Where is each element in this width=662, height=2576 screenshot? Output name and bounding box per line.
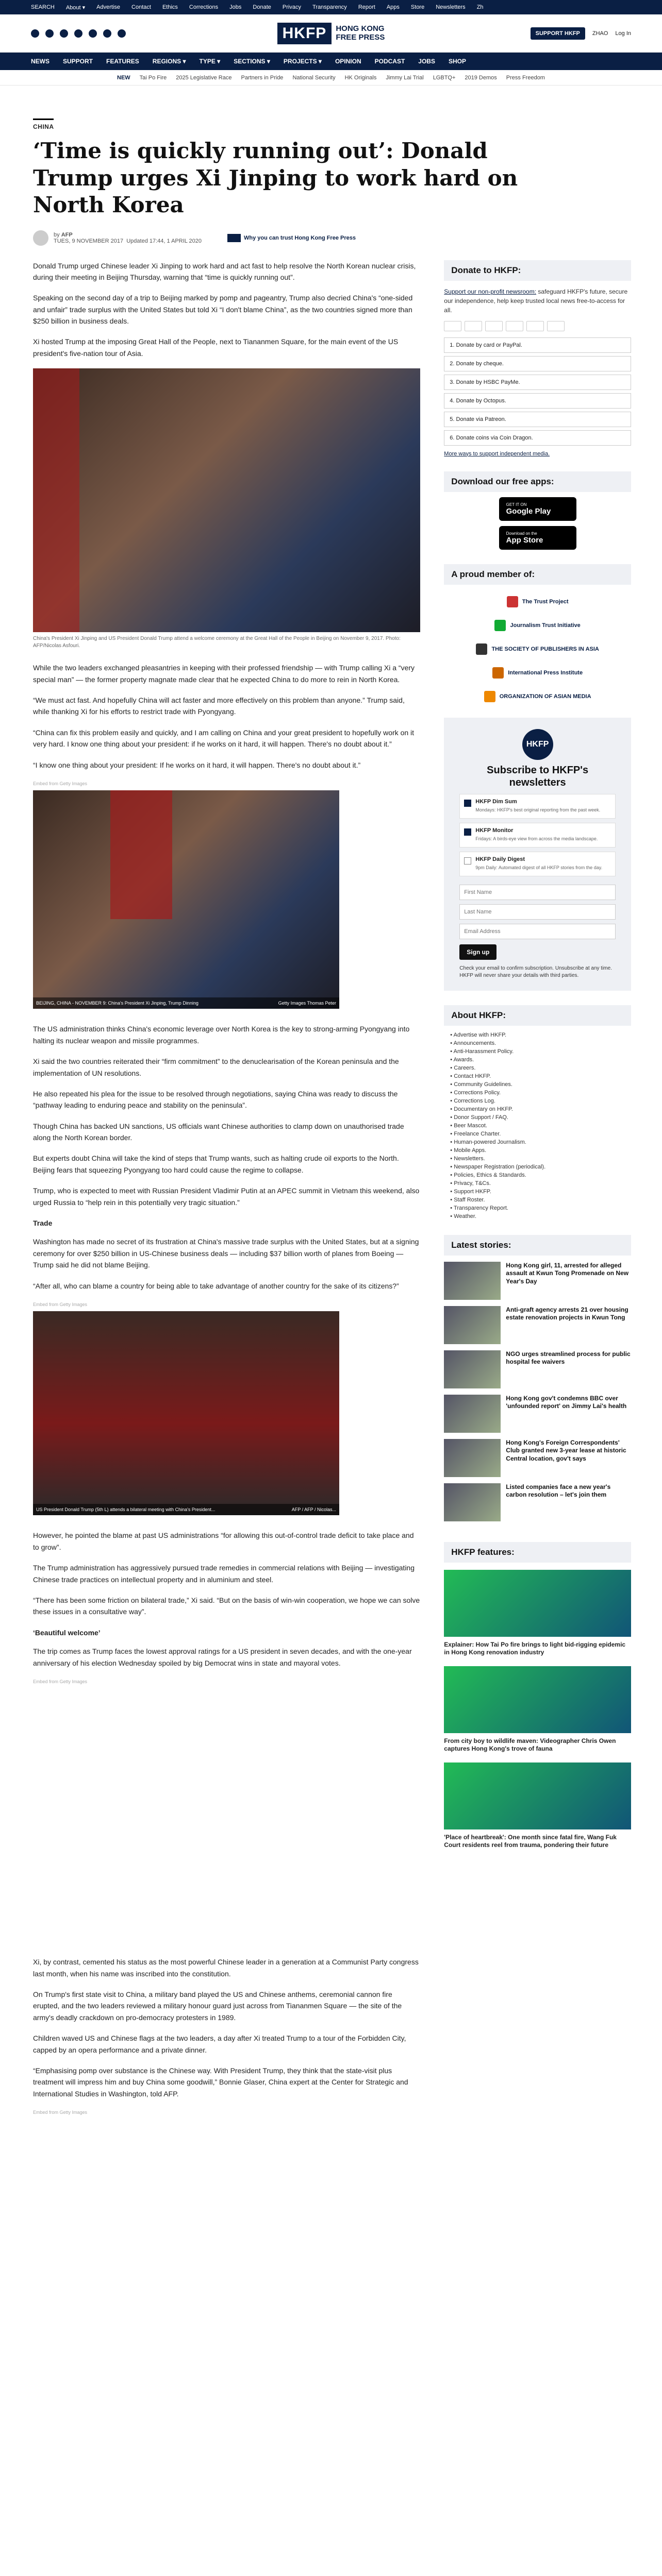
about-link[interactable]: • Newsletters.: [450, 1155, 631, 1163]
about-link[interactable]: • Donor Support / FAQ.: [450, 1113, 631, 1122]
donate-description: safeguard HKFP's future, secure our independence, help keep trusted local news free-to-access for all.: [444, 287, 628, 314]
trust-badge-icon: [227, 234, 241, 242]
paragraph: “We must act fast. And hopefully China will act faster and more effectively on this problem than anyone.” Trump said, while thanking Xi for his efforts to restrict trade with Pyongyang.: [33, 696, 405, 716]
about-link[interactable]: • Transparency Report.: [450, 1204, 631, 1212]
trending-link[interactable]: Press Freedom: [506, 74, 545, 81]
nav-item[interactable]: OPINION: [335, 58, 361, 65]
about-link[interactable]: • Human-powered Journalism.: [450, 1138, 631, 1146]
trending-link[interactable]: 2025 Legislative Race: [176, 74, 232, 81]
lead-photo[interactable]: [33, 368, 420, 632]
member-logo-icon: [476, 643, 487, 655]
newsletter-note: Check your email to confirm subscription. Unsubscribe at any time. HKFP will never share your details with third parties.: [459, 965, 612, 978]
member-logo[interactable]: [444, 614, 631, 637]
more-ways-link[interactable]: More ways to support independent media.: [444, 450, 550, 457]
applepay-icon: [526, 321, 544, 331]
topbar-link[interactable]: Corrections: [189, 4, 219, 10]
getty-embed-label: Embed from Getty Images: [33, 781, 88, 786]
paragraph: Speaking on the second day of a trip to Beijing marked by pomp and pageantry, Trump also decried China's “one-sided and unfair” trade surplus with the United States but told Xi “I don't blame China”, as the two countries signed more than $250 billion in business deals.: [33, 294, 413, 326]
logo-wordmark: [336, 25, 385, 42]
instagram-icon[interactable]: [60, 29, 68, 38]
about-link[interactable]: • Corrections Log.: [450, 1097, 631, 1105]
trending-bar: [0, 70, 662, 86]
topbar-link[interactable]: Zh: [476, 4, 484, 10]
newsletter-box: [444, 718, 631, 991]
newsletter-desc: Fridays: A birds-eye view from across the media landscape.: [475, 836, 598, 841]
article-body: [33, 260, 420, 2120]
nav-item[interactable]: REGIONS ▾: [152, 58, 186, 65]
story-title[interactable]: NGO urges streamlined process for public hospital fee waivers: [506, 1350, 631, 1366]
topbar-link[interactable]: Report: [358, 4, 375, 10]
topbar-link[interactable]: Advertise: [96, 4, 121, 10]
about-link[interactable]: • Support HKFP.: [450, 1188, 631, 1196]
about-link[interactable]: • Staff Roster.: [450, 1196, 631, 1204]
story-title[interactable]: Hong Kong girl, 11, arrested for alleged assault at Kwun Tong Promenade on New Year's Day: [506, 1261, 629, 1285]
getty-embed-label: Embed from Getty Images: [33, 2110, 88, 2115]
latest-story[interactable]: [444, 1483, 631, 1521]
googlepay-icon: [547, 321, 565, 331]
nav-item[interactable]: SHOP: [448, 58, 466, 65]
logo-mark: HKFP: [277, 23, 332, 44]
member-name: The Trust Project: [522, 598, 569, 605]
paragraph: While the two leaders exchanged pleasantries in keeping with their professed friendship — with Trump calling Xi a “very special man” — the former property magnate made clear that he expected China to do more to rein in North Korea.: [33, 664, 415, 684]
latest-story[interactable]: [444, 1439, 631, 1477]
byline: [33, 230, 631, 246]
section-heading: Trade: [33, 1219, 53, 1228]
getty-caption-text: US President Donald Trump (5th L) attends a bilateral meeting with China's President...: [36, 1507, 216, 1512]
getty-caption: [33, 1504, 339, 1515]
newsletter-options: [459, 794, 616, 876]
about-link[interactable]: • Newspaper Registration (periodical).: [450, 1163, 631, 1171]
topbar-link[interactable]: SEARCH: [31, 4, 55, 10]
newsletter-name: HKFP Dim Sum: [475, 798, 517, 805]
newsletter-desc: Mondays: HKFP's best original reporting from the past week.: [475, 807, 601, 812]
topbar-link[interactable]: Ethics: [162, 4, 178, 10]
newsletter-logo: HKFP: [522, 729, 553, 760]
login-link[interactable]: Log In: [615, 30, 631, 37]
member-name: THE SOCIETY OF PUBLISHERS IN ASIA: [491, 646, 599, 652]
member-logo[interactable]: [444, 637, 631, 661]
logo-line-2: FREE PRESS: [336, 32, 385, 42]
feature-title[interactable]: From city boy to wildlife maven: Videographer Chris Owen captures Hong Kong's trove of fauna: [444, 1737, 616, 1753]
topbar-link[interactable]: Store: [410, 4, 425, 10]
story-title[interactable]: Hong Kong's Foreign Correspondents' Club granted new 3-year lease at historic Central location, gov't says: [506, 1438, 626, 1462]
about-link[interactable]: • Freelance Charter.: [450, 1130, 631, 1138]
apps-heading: Download our free apps:: [444, 471, 631, 492]
checkbox[interactable]: [464, 800, 471, 807]
about-link[interactable]: • Weather.: [450, 1212, 631, 1221]
member-heading: A proud member of:: [444, 564, 631, 585]
newsletter-name: HKFP Monitor: [475, 827, 514, 834]
member-logo[interactable]: [444, 661, 631, 685]
visa-icon: [444, 321, 461, 331]
top-utility-bar: [0, 0, 662, 14]
about-link[interactable]: • Awards.: [450, 1056, 631, 1064]
newsletter-desc: 9pm Daily: Automated digest of all HKFP stories from the day.: [475, 865, 603, 870]
paragraph: “China can fix this problem easily and quickly, and I am calling on China and your great president to hopefully work on it very hard. I know one thing about your president: if he works on it hard, it will happen. There's no doubt about it.”: [33, 728, 415, 749]
paragraph: He also repeated his plea for the issue to be resolved through negotiations, saying China was ready to discuss the “pathway leading to enduring peace and stability on the peninsula”.: [33, 1089, 398, 1110]
feature-title[interactable]: 'Place of heartbreak': One month since fatal fire, Wang Fuk Court residents reel from trauma, pondering their future: [444, 1833, 617, 1849]
google-play-button[interactable]: [499, 497, 576, 521]
paragraph: “I know one thing about your president: If he works on it hard, it will happen. There's no doubt about it.”: [33, 760, 361, 769]
nav-item[interactable]: TYPE ▾: [199, 58, 221, 65]
paragraph: Xi said the two countries reiterated their “firm commitment” to the denuclearisation of the Korean peninsula and the implementation of UN resolutions.: [33, 1057, 399, 1077]
trending-link[interactable]: LGBTQ+: [433, 74, 456, 81]
trust-link-label: Why you can trust Hong Kong Free Press: [244, 234, 356, 241]
donate-options: [444, 337, 631, 446]
about-link[interactable]: • Policies, Ethics & Standards.: [450, 1171, 631, 1179]
feature-image[interactable]: [444, 1666, 631, 1733]
trending-link[interactable]: 2019 Demos: [465, 74, 497, 81]
sidebar: [444, 260, 631, 2120]
story-title[interactable]: Hong Kong gov't condemns BBC over 'unfounded report' on Jimmy Lai's health: [506, 1394, 627, 1410]
logo-line-1: HONG KONG: [336, 24, 385, 33]
nav-item[interactable]: SECTIONS ▾: [234, 58, 270, 65]
newsletter-name: HKFP Daily Digest: [475, 856, 525, 862]
paragraph: On Trump's first state visit to China, a military band played the US and Chinese anthems, ceremonial cannon fire erupted, and the two leaders reviewed a military honour guard just across from Tiananmen Square — the site of the army's deadly crackdown on pro-democracy protesters in 1989.: [33, 1990, 402, 2022]
about-link[interactable]: • Documentary on HKFP.: [450, 1105, 631, 1113]
getty-embed-label: Embed from Getty Images: [33, 1302, 88, 1307]
story-thumbnail[interactable]: [444, 1350, 501, 1388]
member-logo[interactable]: [444, 590, 631, 614]
paragraph: Trump, who is expected to meet with Russian President Vladimir Putin at an APEC summit in Vietnam this weekend, also urged Russia to “help rein in this potentially very tragic situation.”: [33, 1187, 420, 1207]
support-button[interactable]: SUPPORT HKFP: [531, 27, 585, 40]
donate-text: [444, 287, 631, 315]
paragraph: However, he pointed the blame at past US administrations “for allowing this out-of-control trade deficit to take place and to grow”.: [33, 1531, 414, 1551]
trending-link[interactable]: National Security: [292, 74, 336, 81]
donate-option[interactable]: 1. Donate by card or PayPal.: [444, 337, 631, 353]
trending-link[interactable]: Tai Po Fire: [139, 74, 167, 81]
author-avatar: [33, 230, 48, 246]
about-link[interactable]: • Contact HKFP.: [450, 1072, 631, 1080]
first-name-field[interactable]: [459, 885, 616, 900]
email-field[interactable]: [459, 924, 616, 939]
site-logo[interactable]: [231, 23, 431, 44]
social-links: [31, 29, 231, 38]
getty-embed-label: Embed from Getty Images: [33, 1679, 88, 1684]
telegram-icon[interactable]: [89, 29, 97, 38]
getty-caption: [33, 997, 339, 1009]
member-name: International Press Institute: [508, 669, 583, 676]
nav-item[interactable]: SUPPORT: [63, 58, 93, 65]
story-thumbnail[interactable]: [444, 1395, 501, 1433]
member-logos: [444, 590, 631, 708]
getty-caption-text: BEIJING, CHINA - NOVEMBER 9: China's President Xi Jinping, Trump Dinning: [36, 1000, 198, 1006]
about-link[interactable]: • Announcements.: [450, 1039, 631, 1047]
publish-date: TUES, 9 NOVEMBER 2017: [54, 238, 124, 244]
member-logo-icon: [492, 667, 504, 679]
donate-option[interactable]: 3. Donate by HSBC PayMe.: [444, 375, 631, 390]
paragraph: Xi, by contrast, cemented his status as the most powerful Chinese leader in a generation at a Communist Party congress last month, when his name was inscribed into the constitution.: [33, 1958, 419, 1978]
amex-icon: [485, 321, 503, 331]
trending-link[interactable]: Jimmy Lai Trial: [386, 74, 424, 81]
paragraph: Xi hosted Trump at the imposing Great Hall of the People, next to Tiananmen Square, for the main event of the US president's five-nation tour of Asia.: [33, 337, 399, 358]
member-name: ORGANIZATION OF ASIAN MEDIA: [499, 693, 591, 700]
topbar-link[interactable]: Privacy: [282, 4, 301, 10]
newsletter-option[interactable]: [459, 794, 616, 819]
mail-icon[interactable]: [103, 29, 111, 38]
trending-link[interactable]: Partners in Pride: [241, 74, 284, 81]
payment-icons: [444, 321, 631, 331]
paragraph: Donald Trump urged Chinese leader Xi Jinping to work hard and act fast to help resolve the North Korean nuclear crisis, during their meeting in Beijing Thursday, warning that “time is quickly running out”.: [33, 261, 416, 281]
nav-item[interactable]: NEWS: [31, 58, 49, 65]
twitter-icon[interactable]: [45, 29, 54, 38]
paypal-icon: [506, 321, 523, 331]
rss-icon[interactable]: [118, 29, 126, 38]
topbar-link[interactable]: About ▾: [65, 4, 86, 11]
about-link[interactable]: • Beer Mascot.: [450, 1122, 631, 1130]
member-name: Journalism Trust Initiative: [510, 622, 581, 629]
last-name-field[interactable]: [459, 904, 616, 920]
getty-credit: AFP / AFP / Nicolas...: [291, 1507, 336, 1512]
getty-credit: Getty Images Thomas Peter: [278, 1000, 336, 1006]
photo-caption: China's President Xi Jinping and US President Donald Trump attend a welcome ceremony at the Great Hall of the People in Beijing on November 9, 2017. Photo: AFP/Nicolas Asfouri.: [33, 636, 401, 649]
paragraph: “Emphasising pomp over substance is the Chinese way. With President Trump, they think that the state-visit plus treatment will impress him and buy China some goodwill,” Bonnie Glaser, China expert at the Center for Strategic and International Studies in Washington, told AFP.: [33, 2066, 408, 2098]
about-link[interactable]: • Corrections Policy.: [450, 1089, 631, 1097]
about-link[interactable]: • Mobile Apps.: [450, 1146, 631, 1155]
newsletter-title: Subscribe to HKFP's newsletters: [487, 764, 589, 788]
paragraph: Children waved US and Chinese flags at the two leaders, a day after Xi treated Trump to a tour of the Forbidden City, capped by an opera performance and a private dinner.: [33, 2034, 406, 2054]
article-title: ‘Time is quickly running out’: Donald Trump urges Xi Jinping to work hard on North Korea: [33, 138, 518, 217]
feature-image[interactable]: [444, 1570, 631, 1637]
signup-button[interactable]: Sign up: [459, 944, 496, 960]
about-heading: About HKFP:: [444, 1005, 631, 1026]
about-link[interactable]: • Advertise with HKFP.: [450, 1031, 631, 1039]
nav-item[interactable]: PROJECTS ▾: [283, 58, 322, 65]
new-label: NEW: [117, 74, 130, 81]
paragraph: “After all, who can blame a country for being able to take advantage of another country for the sake of its citizens?”: [33, 1281, 399, 1290]
updated-date: Updated 17:44, 1 APRIL 2020: [126, 238, 202, 244]
newsletter-option[interactable]: [459, 823, 616, 848]
paragraph: The US administration thinks China's economic leverage over North Korea is the key to strong-arming Pyongyang into halting its nuclear weapon and missile programmes.: [33, 1025, 410, 1045]
checkbox[interactable]: [464, 828, 471, 836]
mastercard-icon: [465, 321, 482, 331]
donate-option[interactable]: 5. Donate via Patreon.: [444, 412, 631, 427]
section-heading: ‘Beautiful welcome’: [33, 1628, 101, 1637]
brand-row: [0, 14, 662, 53]
about-link[interactable]: • Anti-Harassment Policy.: [450, 1047, 631, 1056]
story-thumbnail[interactable]: [444, 1483, 501, 1521]
author-name[interactable]: AFP: [61, 231, 73, 238]
topbar-link[interactable]: Apps: [386, 4, 400, 10]
paragraph: Though China has backed UN sanctions, US officials want Chinese authorities to clamp down on unauthorised trade along the North Korean border.: [33, 1122, 404, 1142]
nav-item[interactable]: PODCAST: [374, 58, 405, 65]
empty-embed: [33, 1688, 420, 1956]
feature-title[interactable]: Explainer: How Tai Po fire brings to light bid-rigging epidemic in Hong Kong renovation industry: [444, 1640, 626, 1656]
google-play-small: GET IT ON: [506, 502, 527, 507]
story-title[interactable]: Listed companies face a new year's carbon resolution – let's join them: [506, 1483, 611, 1499]
about-link[interactable]: • Community Guidelines.: [450, 1080, 631, 1089]
nav-item[interactable]: FEATURES: [106, 58, 139, 65]
paragraph: But experts doubt China will take the kind of steps that Trump wants, such as halting crude oil exports to the North. Beijing fears that squeezing Pyongyang too hard could cause the regime to collapse.: [33, 1154, 399, 1174]
google-play-label: Google Play: [506, 506, 551, 516]
paragraph: Washington has made no secret of its frustration at China's massive trade surplus with the United States, but at a signing ceremony for over $250 billion in US-Chinese business deals — including $37 billion worth of planes from Boeing — Trump said he did not blame Beijing.: [33, 1238, 419, 1269]
topbar-link[interactable]: Newsletters: [436, 4, 466, 10]
topbar-link[interactable]: Jobs: [229, 4, 242, 10]
by-label: by: [54, 231, 60, 238]
features-list: [444, 1570, 631, 1850]
donate-option[interactable]: 6. Donate coins via Coin Dragon.: [444, 430, 631, 446]
getty-embed-photo[interactable]: [33, 1311, 339, 1515]
paragraph: The trip comes as Trump faces the lowest approval ratings for a US president in seven decades, and with the one-year anniversary of his election Wednesday spoiled by big Democrat wins in state and mayoral votes.: [33, 1647, 412, 1667]
donate-link[interactable]: Support our non-profit newsroom:: [444, 287, 537, 295]
topbar-link[interactable]: Donate: [253, 4, 271, 10]
member-logo-icon: [484, 691, 495, 702]
trending-link[interactable]: HK Originals: [344, 74, 377, 81]
member-logo-icon: [494, 620, 506, 631]
latest-heading: Latest stories:: [444, 1235, 631, 1256]
checkbox[interactable]: [464, 857, 471, 865]
facebook-icon[interactable]: [31, 29, 39, 38]
newsletter-option[interactable]: [459, 852, 616, 876]
story-thumbnail[interactable]: [444, 1306, 501, 1344]
story-thumbnail[interactable]: [444, 1262, 501, 1300]
app-store-label: App Store: [506, 535, 543, 545]
member-logo-icon: [507, 596, 518, 607]
latest-story[interactable]: [444, 1262, 631, 1300]
youtube-icon[interactable]: [74, 29, 82, 38]
latest-story[interactable]: [444, 1350, 631, 1388]
donate-heading: Donate to HKFP:: [444, 260, 631, 281]
topbar-link[interactable]: Contact: [131, 4, 151, 10]
story-thumbnail[interactable]: [444, 1439, 501, 1477]
topbar-link[interactable]: Transparency: [312, 4, 347, 10]
latest-story[interactable]: [444, 1306, 631, 1344]
latest-list: [444, 1262, 631, 1521]
feature-image[interactable]: [444, 1762, 631, 1829]
main-nav: [0, 53, 662, 70]
features-heading: HKFP features:: [444, 1542, 631, 1563]
about-list: [450, 1031, 631, 1221]
app-store-small: Download on the: [506, 531, 537, 536]
nav-item[interactable]: JOBS: [418, 58, 435, 65]
about-link[interactable]: • Privacy, T&Cs.: [450, 1179, 631, 1188]
donate-option[interactable]: 4. Donate by Octopus.: [444, 393, 631, 409]
member-logo[interactable]: [444, 685, 631, 708]
trust-link[interactable]: [227, 234, 356, 242]
latest-story[interactable]: [444, 1395, 631, 1433]
app-store-button[interactable]: [499, 526, 576, 550]
story-title[interactable]: Anti-graft agency arrests 21 over housing estate renovation projects in Kwun Tong: [506, 1306, 628, 1321]
paragraph: The Trump administration has aggressively pursued trade remedies in commercial relations with Beijing — investigating Chinese trade practices on intellectual property and in aluminium and steel.: [33, 1564, 415, 1584]
donate-option[interactable]: 2. Donate by cheque.: [444, 356, 631, 371]
language-link[interactable]: ZHAO: [592, 30, 608, 37]
getty-embed-photo[interactable]: [33, 790, 339, 1009]
category-label[interactable]: CHINA: [33, 118, 54, 130]
paragraph: “There has been some friction on bilateral trade,” Xi said. “But on the basis of win-win cooperation, we hope we can solve these issues in a consultative way”.: [33, 1596, 420, 1616]
about-link[interactable]: • Careers.: [450, 1064, 631, 1072]
